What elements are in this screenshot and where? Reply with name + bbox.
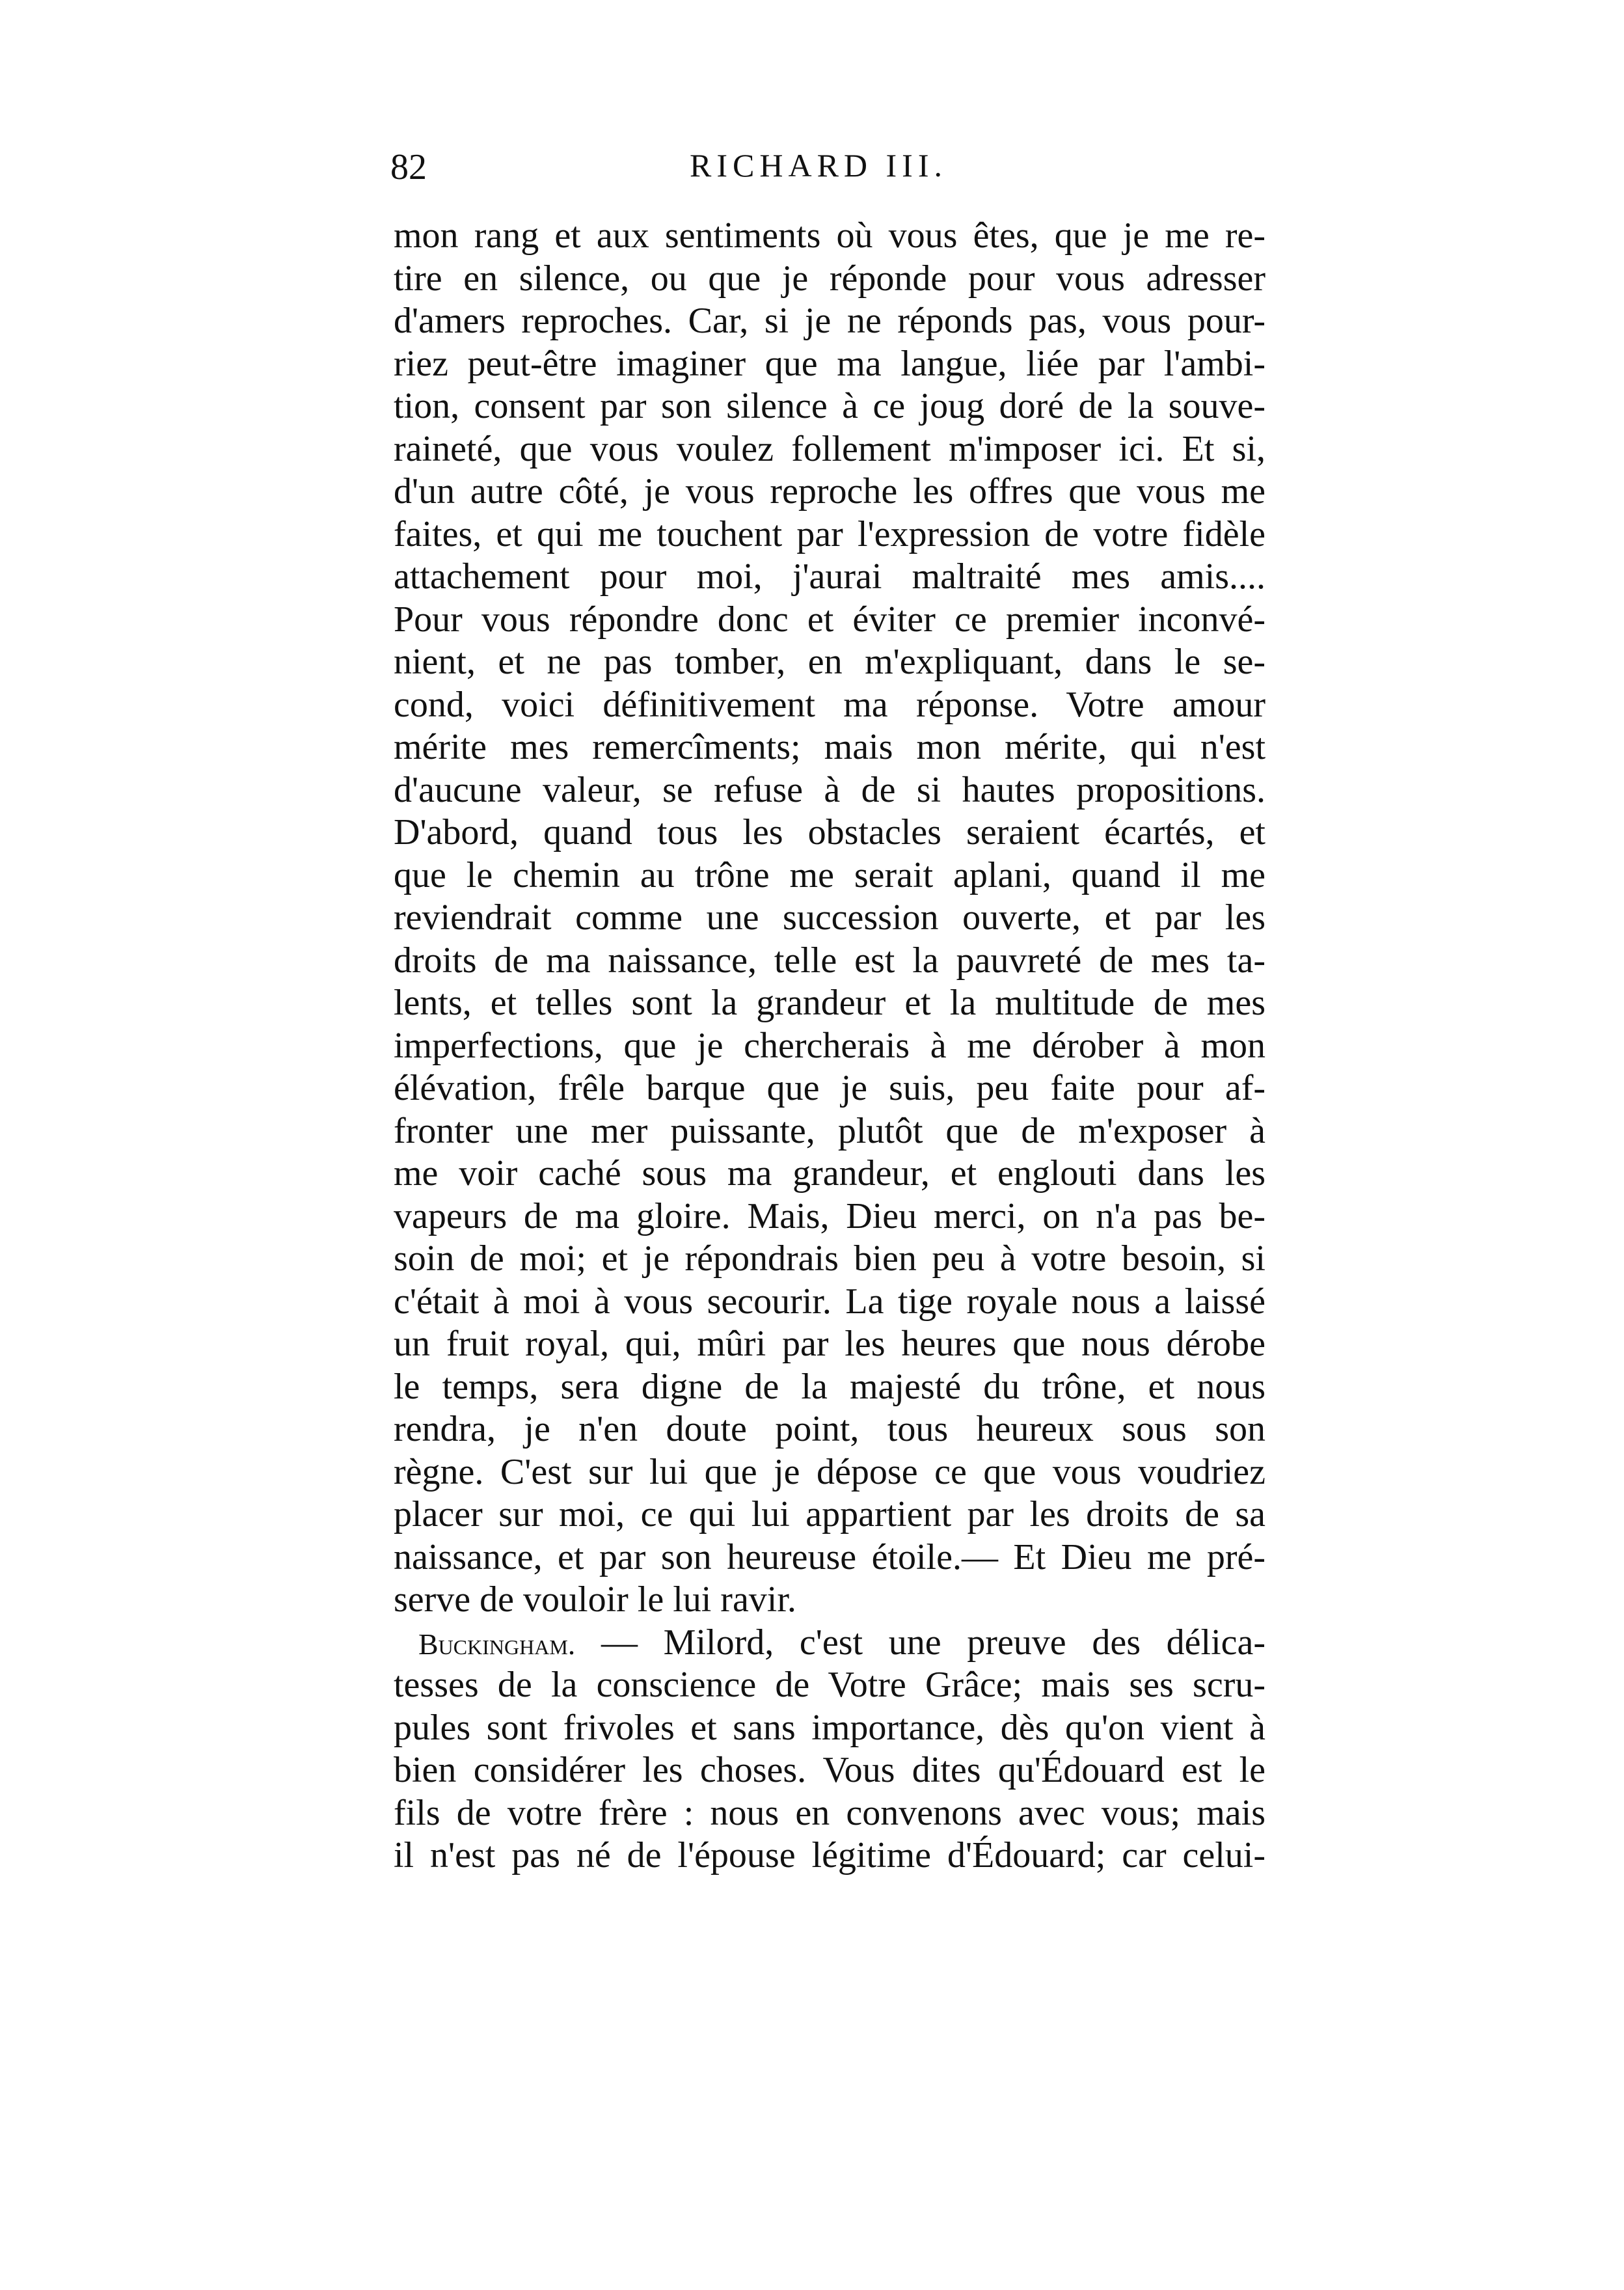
text-line: il n'est pas né de l'épouse légitime d'Édouard; car celui- xyxy=(394,1835,1265,1875)
text-line: d'aucune valeur, se refuse à de si hautes propositions. xyxy=(394,769,1265,810)
text-line: riez peut-être imaginer que ma langue, liée par l'ambi- xyxy=(394,343,1265,384)
running-title: RICHARD III. xyxy=(690,147,947,184)
page-number: 82 xyxy=(390,147,427,187)
text-line: le temps, sera digne de la majesté du trône, et nous xyxy=(394,1366,1265,1407)
text-line: règne. C'est sur lui que je dépose ce que vous voudriez xyxy=(394,1451,1265,1492)
text-line: D'abord, quand tous les obstacles seraient écartés, et xyxy=(394,812,1265,852)
text-line: mon rang et aux sentiments où vous êtes, que je me re- xyxy=(394,215,1265,256)
text-line: rendra, je n'en doute point, tous heureux sous son xyxy=(394,1409,1265,1449)
text-line: bien considérer les choses. Vous dites qu'Édouard est le xyxy=(394,1750,1265,1790)
text-line: que le chemin au trône me serait aplani, quand il me xyxy=(394,854,1265,895)
text-line: faites, et qui me touchent par l'expression de votre fidèle xyxy=(394,513,1265,554)
text-line: nient, et ne pas tomber, en m'expliquant, dans le se- xyxy=(394,642,1265,682)
text-line: d'amers reproches. Car, si je ne réponds pas, vous pour- xyxy=(394,301,1265,341)
page-header xyxy=(390,146,1262,192)
text-line: un fruit royal, qui, mûri par les heures que nous dérobe xyxy=(394,1324,1265,1364)
text-line: serve de vouloir le lui ravir. xyxy=(394,1579,796,1620)
text-line: imperfections, que je chercherais à me dérober à mon xyxy=(394,1025,1265,1066)
text-line: tire en silence, ou que je réponde pour vous adresser xyxy=(394,258,1265,299)
text-line: vapeurs de ma gloire. Mais, Dieu merci, on n'a pas be- xyxy=(394,1195,1265,1236)
speech-first-line xyxy=(394,1622,1265,1665)
text-line: cond, voici définitivement ma réponse. Votre amour xyxy=(394,684,1265,725)
text-line: droits de ma naissance, telle est la pauvreté de mes ta- xyxy=(394,940,1265,981)
text-line: tion, consent par son silence à ce joug doré de la souve- xyxy=(394,386,1265,426)
text-line: attachement pour moi, j'aurai maltraité mes amis.... xyxy=(394,556,1265,597)
text-line: fils de votre frère : nous en convenons avec vous; mais xyxy=(394,1792,1265,1833)
text-line: placer sur moi, ce qui lui appartient par les droits de sa xyxy=(394,1494,1265,1534)
page-body xyxy=(394,215,1265,1877)
text-line: fronter une mer puissante, plutôt que de m'exposer à xyxy=(394,1110,1265,1151)
text-line: c'était à moi à vous secourir. La tige royale nous a laissé xyxy=(394,1281,1265,1322)
text-line: raineté, que vous voulez follement m'imposer ici. Et si, xyxy=(394,428,1265,469)
text-line: d'un autre côté, je vous reproche les offres que vous me xyxy=(394,471,1265,511)
text-line: mérite mes remercîments; mais mon mérite, qui n'est xyxy=(394,727,1265,767)
speech-text: — Milord, c'est une preuve des délica- xyxy=(575,1622,1265,1663)
text-line: tesses de la conscience de Votre Grâce; mais ses scru- xyxy=(394,1665,1265,1705)
text-line: reviendrait comme une succession ouverte, et par les xyxy=(394,897,1265,938)
text-line: me voir caché sous ma grandeur, et englouti dans les xyxy=(394,1153,1265,1193)
speaker-name: Buckingham. xyxy=(418,1627,576,1661)
text-line: soin de moi; et je répondrais bien peu à votre besoin, si xyxy=(394,1238,1265,1279)
text-line: pules sont frivoles et sans importance, dès qu'on vient à xyxy=(394,1707,1265,1748)
text-line: naissance, et par son heureuse étoile.— Et Dieu me pré- xyxy=(394,1536,1265,1577)
text-line: lents, et telles sont la grandeur et la multitude de mes xyxy=(394,983,1265,1023)
text-line: Pour vous répondre donc et éviter ce premier inconvé- xyxy=(394,599,1265,640)
text-line: élévation, frêle barque que je suis, peu faite pour af- xyxy=(394,1068,1265,1108)
